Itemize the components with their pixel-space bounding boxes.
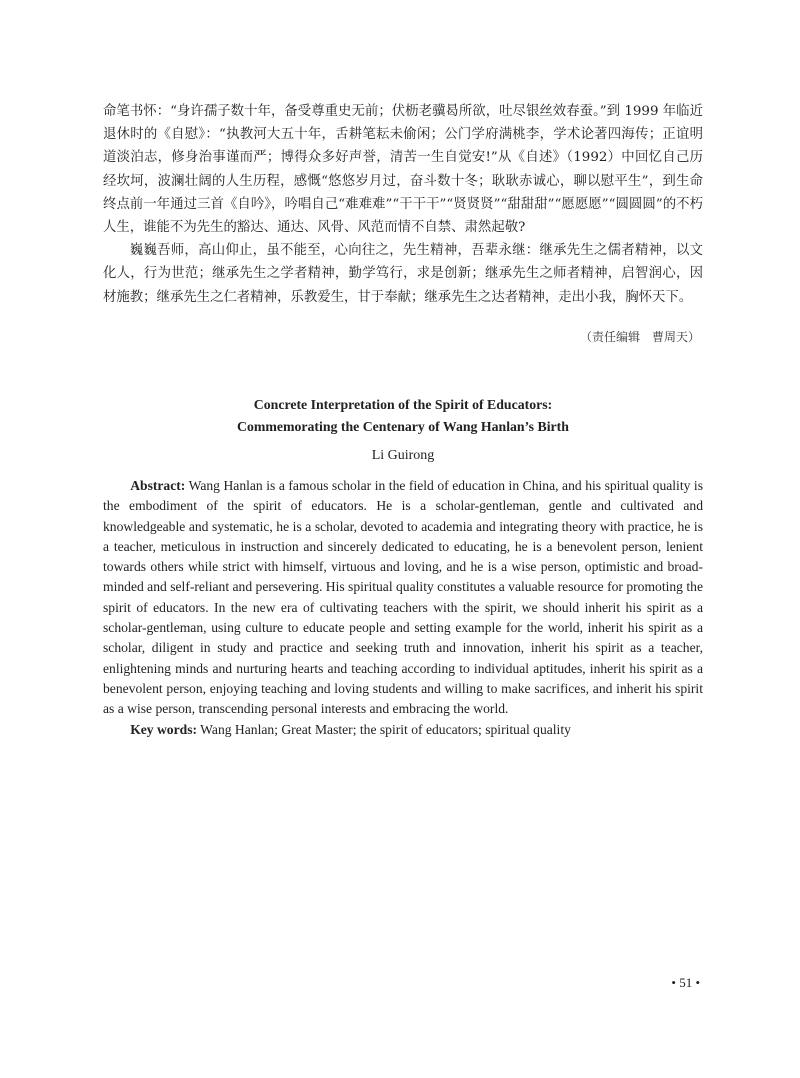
chinese-paragraph-2: 巍巍吾师，高山仰止，虽不能至，心向往之，先生精神，吾辈永继：继承先生之儒者精神，以文化人，行为世范；继承先生之学者精神，勤学笃行，求是创新；继承先生之师者精神，启智润心，因材施教；继承先生之仁者精神，乐教爱生，甘于奉献；继承先生之达者精神，走出小我，胸怀天下。 xyxy=(103,243,703,305)
abstract-label: Abstract: xyxy=(130,478,186,493)
author-name: Li Guirong xyxy=(371,448,435,463)
abstract-paragraph xyxy=(103,476,703,720)
page-number: • 51 • xyxy=(671,975,700,990)
english-title-line-1: Concrete Interpretation of the Spirit of Educators: xyxy=(253,397,553,412)
keywords-label: Key words: xyxy=(130,721,198,737)
responsible-editor-note: （责任编辑 曹周天） xyxy=(579,330,700,344)
chinese-paragraph-1: 命笔书怀：“身许孺子数十年，备受尊重史无前；伏枥老骥曷所欲，吐尽银丝效春蚕。”到 1999 年临近退休时的《自慰》：“执教河大五十年，舌耕笔耘未偷闲；公门学府满桃李，学术论著四海传；正谊明道淡泊志，修身治事谨而严；博得众多好声誉，清苦一生自觉安!”从《自述》（1992）中回忆自己历经坎坷，波澜壮阔的人生历程，感慨“悠悠岁月过，奋斗数十冬；耿耿赤诚心，聊以慰平生”，到生命终点前一年通过三首《自吟》，吟唱自己“难难难”“干干干”“贤贤贤”“甜甜甜”“愿愿愿”“圆圆圆”的不朽人生，谁能不为先生的豁达、通达、风骨、风范而情不自禁、肃然起敬? xyxy=(103,104,703,236)
english-title-line-2: Commemorating the Centenary of Wang Hanlan’s Birth xyxy=(237,419,569,434)
abstract-text: Wang Hanlan is a famous scholar in the field of education in China, and his spiritual quality is the embodiment of the spirit of educators. He is a scholar-gentleman, gentle and cultivated and knowledgeable and systematic, he is a scholar, devoted to academia and integrating theory with practice, he is a teacher, meticulous in instruction and sincerely dedicated to educating, he is a benevolent person, lenient towards others while strict with himself, virtuous and loving, and he is a wise person, optimistic and broad-minded and self-reliant and persevering. His spiritual quality constitutes a valuable resource for promoting the spirit of educators. In the new era of cultivating teachers with the spirit, we should inherit his spirit as a scholar-gentleman, using culture to educate people and setting example for the world, inherit his spirit as a scholar, diligent in study and practice and seeking truth and innovation, inherit his spirit as a teacher, enlightening minds and nurturing hearts and teaching according to individual aptitudes, inherit his spirit as a benevolent person, enjoying teaching and loving students and willing to make sacrifices, and inherit his spirit as a wise person, transcending personal interests and embracing the world. xyxy=(103,478,703,717)
chinese-body-text xyxy=(103,100,703,309)
keywords-text: Wang Hanlan; Great Master; the spirit of educators; spiritual quality xyxy=(197,721,571,737)
english-abstract-section xyxy=(103,476,703,740)
keywords-paragraph xyxy=(103,720,703,740)
